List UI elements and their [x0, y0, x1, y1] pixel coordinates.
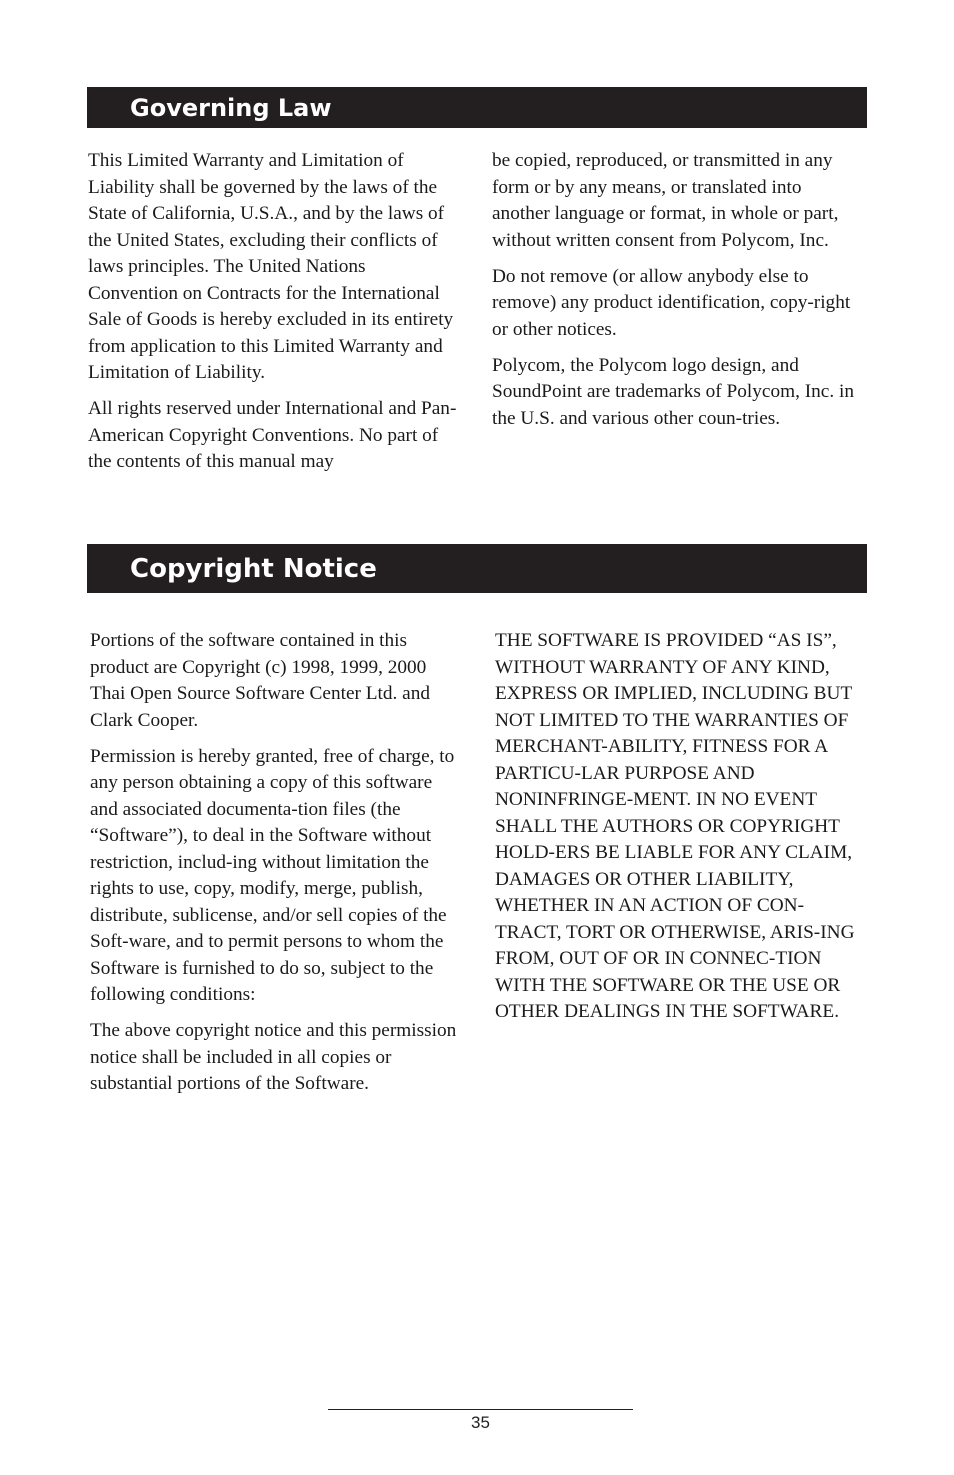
- governing-law-heading: Governing Law: [130, 93, 332, 122]
- page-number: 35: [471, 1413, 490, 1432]
- reproduction-paragraph: be copied, reproduced, or transmitted in any form or by any means, or translated into another language or format, in whole or part, without written consent from Polycom, Inc.: [492, 150, 839, 251]
- notice-inclusion-paragraph: The above copyright notice and this permission notice shall be included in all copies or substantial portions of the Software.: [90, 1020, 457, 1094]
- rights-reserved-paragraph: All rights reserved under International and Pan-American Copyright Conventions. No part of the contents of this manual may: [88, 398, 457, 472]
- governing-law-right-column: [492, 148, 864, 442]
- warranty-disclaimer-paragraph: THE SOFTWARE IS PROVIDED “AS IS”, WITHOUT WARRANTY OF ANY KIND, EXPRESS OR IMPLIED, INCLUDING BUT NOT LIMITED TO THE WARRANTIES OF MERCHANT-ABILITY, FITNESS FOR A PARTICU-LAR PURPOSE AND NONINFRINGE-MENT. IN NO EVENT SHALL THE AUTHORS OR COPYRIGHT HOLD-ERS BE LIABLE FOR ANY CLAIM, DAMAGES OR OTHER LIABILITY, WHETHER IN AN ACTION OF CON-TRACT, TORT OR OTHERWISE, ARIS-ING FROM, OUT OF OR IN CONNEC-TION WITH THE SOFTWARE OR THE USE OR OTHER DEALINGS IN THE SOFTWARE.: [495, 630, 855, 1022]
- governing-law-heading-bar: [87, 87, 867, 128]
- footer-divider: [328, 1409, 633, 1410]
- notices-paragraph: Do not remove (or allow anybody else to remove) any product identification, copy-right or other notices.: [492, 265, 851, 340]
- governing-law-paragraph: This Limited Warranty and Limitation of Liability shall be governed by the laws of the State of California, U.S.A., and by the laws of the United States, excluding their conflicts of laws principles. The United Nations Convention on Contracts for the International Sale of Goods is hereby excluded in its entirety from application to this Limited Warranty and Limitation of Liability.: [88, 150, 454, 383]
- governing-law-left-column: [88, 148, 460, 485]
- copyright-notice-left-column: [90, 628, 462, 1107]
- trademarks-paragraph: Polycom, the Polycom logo design, and SoundPoint are trademarks of Polycom, Inc. in the U.S. and various other coun-tries.: [492, 354, 854, 429]
- portions-paragraph: Portions of the software contained in this product are Copyright (c) 1998, 1999, 2000 Thai Open Source Software Center Ltd. and Clark Cooper.: [90, 630, 430, 731]
- copyright-notice-heading-bar: [87, 544, 867, 593]
- permission-paragraph: Permission is hereby granted, free of charge, to any person obtaining a copy of this software and associated documenta-tion files (the “Software”), to deal in the Software without restriction, includ-ing without limitation the rights to use, copy, modify, merge, publish, distribute, sublicense, and/or sell copies of the Soft-ware, and to permit persons to whom the Software is furnished to do so, subject to the following conditions:: [90, 745, 455, 1005]
- copyright-notice-right-column: [495, 628, 867, 1035]
- copyright-notice-heading: Copyright Notice: [130, 553, 377, 584]
